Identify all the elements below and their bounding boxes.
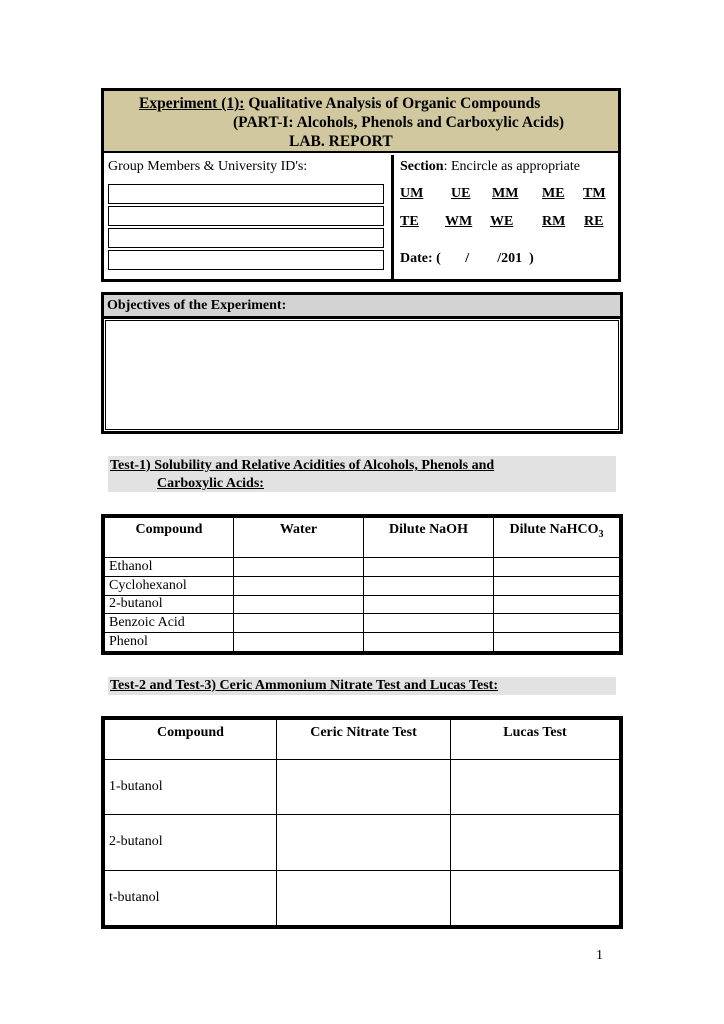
col-header-lucas: Lucas Test	[451, 720, 620, 760]
result-cell[interactable]	[494, 576, 620, 595]
section-code-rm[interactable]: RM	[542, 214, 566, 229]
section-code-ue[interactable]: UE	[451, 186, 471, 201]
section-cell	[398, 155, 618, 279]
page-number: 1	[596, 948, 603, 963]
section-code-um[interactable]: UM	[400, 186, 424, 201]
solubility-table-frame	[101, 514, 623, 655]
section-code-me[interactable]: ME	[542, 186, 565, 201]
member-id-field[interactable]	[108, 206, 384, 226]
section-code-re[interactable]: RE	[584, 214, 604, 229]
section-code-te[interactable]: TE	[400, 214, 419, 229]
member-id-field[interactable]	[108, 184, 384, 204]
result-cell[interactable]	[451, 815, 620, 870]
experiment-title	[139, 95, 540, 113]
result-cell[interactable]	[494, 633, 620, 652]
result-cell[interactable]	[364, 633, 494, 652]
compound-cell: Ethanol	[105, 558, 234, 577]
result-cell[interactable]	[234, 558, 364, 577]
section-heading	[400, 159, 580, 175]
title-band	[104, 91, 618, 153]
section-code-mm[interactable]: MM	[492, 186, 519, 201]
section-code-tm[interactable]: TM	[583, 186, 606, 201]
test23-heading-bar	[108, 677, 616, 695]
report-label: LAB. REPORT	[289, 133, 393, 150]
table-row	[105, 633, 620, 652]
compound-cell: 2-butanol	[105, 595, 234, 614]
date-field[interactable]: Date: ( / /201 )	[400, 251, 534, 266]
compound-cell: Benzoic Acid	[105, 614, 234, 633]
col-header-naoh: Dilute NaOH	[364, 518, 494, 558]
col-header-nahco3-subscript: 3	[598, 528, 604, 540]
member-id-field[interactable]	[108, 250, 384, 270]
section-instruction: : Encircle as appropriate	[443, 159, 580, 174]
result-cell[interactable]	[364, 558, 494, 577]
section-code-wm[interactable]: WM	[445, 214, 473, 229]
group-members-cell	[104, 155, 394, 279]
group-members-label: Group Members & University ID's:	[108, 159, 308, 174]
result-cell[interactable]	[234, 633, 364, 652]
experiment-title-label: Experiment (1):	[139, 95, 245, 112]
ceric-lucas-table	[104, 719, 620, 926]
result-cell[interactable]	[234, 595, 364, 614]
test1-title-line2: Carboxylic Acids:	[157, 476, 264, 491]
test23-title: Test-2 and Test-3) Ceric Ammonium Nitrate Test and Lucas Test:	[110, 678, 499, 693]
table-row	[105, 815, 620, 870]
table-row	[105, 870, 620, 925]
compound-cell: t-butanol	[105, 870, 277, 925]
table-row	[105, 595, 620, 614]
col-header-nahco3-text: Dilute NaHCO	[509, 522, 599, 537]
col-header-compound: Compound	[105, 720, 277, 760]
objectives-input-area[interactable]	[105, 320, 619, 430]
table-row	[105, 760, 620, 815]
table-row	[105, 614, 620, 633]
table-header-row	[105, 518, 620, 558]
compound-cell: Phenol	[105, 633, 234, 652]
objectives-title: Objectives of the Experiment:	[107, 298, 287, 313]
member-id-field[interactable]	[108, 228, 384, 248]
result-cell[interactable]	[364, 614, 494, 633]
result-cell[interactable]	[494, 614, 620, 633]
compound-cell: 1-butanol	[105, 760, 277, 815]
result-cell[interactable]	[234, 614, 364, 633]
test1-title-line1: Test-1) Solubility and Relative Acidities of Alcohols, Phenols and	[110, 458, 495, 473]
result-cell[interactable]	[277, 760, 451, 815]
result-cell[interactable]	[364, 595, 494, 614]
table-header-row	[105, 720, 620, 760]
test1-heading-bar	[108, 456, 616, 492]
table-row	[105, 558, 620, 577]
experiment-subtitle: (PART-I: Alcohols, Phenols and Carboxylic Acids)	[233, 114, 565, 131]
compound-cell: Cyclohexanol	[105, 576, 234, 595]
objectives-header	[104, 295, 620, 319]
table-row	[105, 576, 620, 595]
result-cell[interactable]	[277, 815, 451, 870]
result-cell[interactable]	[277, 870, 451, 925]
result-cell[interactable]	[494, 595, 620, 614]
experiment-title-text: Qualitative Analysis of Organic Compounds	[244, 95, 541, 112]
solubility-table	[104, 517, 620, 652]
ceric-lucas-table-frame	[101, 716, 623, 929]
col-header-ceric-nitrate: Ceric Nitrate Test	[277, 720, 451, 760]
result-cell[interactable]	[234, 576, 364, 595]
result-cell[interactable]	[451, 870, 620, 925]
col-header-water: Water	[234, 518, 364, 558]
result-cell[interactable]	[494, 558, 620, 577]
compound-cell: 2-butanol	[105, 815, 277, 870]
result-cell[interactable]	[364, 576, 494, 595]
result-cell[interactable]	[451, 760, 620, 815]
col-header-nahco3	[494, 518, 620, 558]
col-header-compound: Compound	[105, 518, 234, 558]
section-label: Section	[400, 159, 444, 174]
section-code-we[interactable]: WE	[490, 214, 514, 229]
